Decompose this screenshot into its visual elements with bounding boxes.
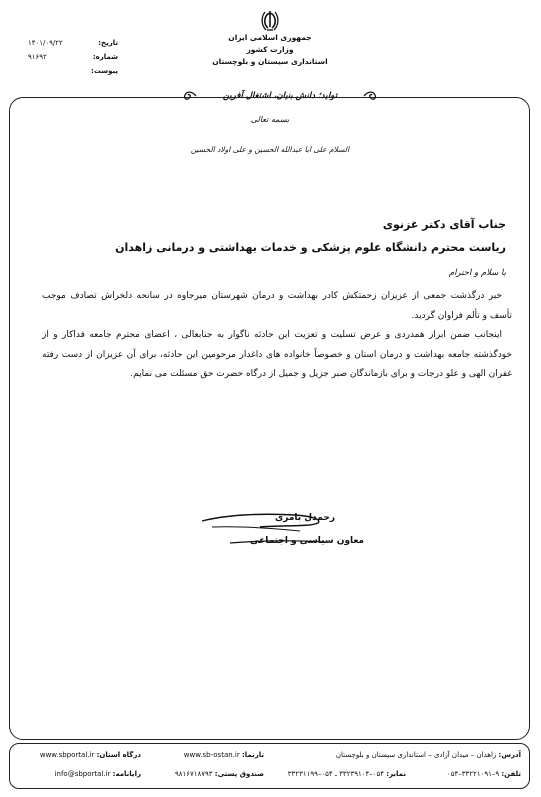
signatory-title: معاون سیاسی و اجتماعی <box>250 536 365 546</box>
footer-phone <box>447 770 521 778</box>
phone-label: تلفن: <box>501 770 521 778</box>
letterhead <box>200 10 340 68</box>
number-value: ۹۱۶۹۲ <box>28 53 47 61</box>
recipient-name: جناب آقای دکتر غزنوی <box>382 218 506 231</box>
iran-emblem-icon <box>260 10 280 32</box>
recipient-title: ریاست محترم دانشگاه علوم پزشکی و خدمات بهداشتی و درمانی زاهدان <box>115 241 506 254</box>
site-value[interactable]: www.sb-ostan.ir <box>183 751 240 759</box>
letter-footer <box>9 743 530 789</box>
salawat-line: السلام علی ابا عبدالله الحسین و علی اولاد الحسین <box>190 145 350 154</box>
fax-value: ۰۵۴–۳۳۲۳۹۱۰۴ ـ ۰۵۴–۳۳۲۳۱۱۹۹ <box>287 770 385 778</box>
header-line-governorate: استانداری سیستان و بلوچستان <box>212 57 328 66</box>
recipient-block <box>115 213 506 259</box>
header-line-country: جمهوری اسلامی ایران <box>228 33 312 42</box>
signature-block <box>200 505 365 555</box>
footer-pobox <box>175 770 264 778</box>
pobox-label: صندوق پستی: <box>214 770 264 778</box>
footer-email <box>55 770 141 778</box>
date-value: ۱۴۰۱/۰۹/۲۲ <box>28 39 63 47</box>
address-label: آدرس: <box>498 751 521 759</box>
footer-site <box>184 751 264 759</box>
email-label: رایانامه: <box>112 770 141 778</box>
signatory-name: رحمدل بامری <box>275 513 336 523</box>
footer-fax <box>288 770 406 778</box>
greeting: با سلام و احترام <box>448 268 506 278</box>
slogan-text: تولید؛ دانش بنیان، اشتغال آفرین <box>222 91 338 101</box>
number-label: شماره: <box>92 53 118 61</box>
date-label: تاریخ: <box>98 39 118 47</box>
fax-label: نمابر: <box>386 770 406 778</box>
attachment-label: پیوست: <box>91 67 118 75</box>
footer-address <box>336 751 521 759</box>
letter-meta <box>28 36 118 78</box>
letter-body-frame <box>9 97 530 740</box>
portal-value[interactable]: www.sbportal.ir <box>39 751 95 759</box>
meta-attachment <box>28 64 118 78</box>
letter-text <box>42 287 512 385</box>
footer-portal <box>40 751 141 759</box>
header-line-ministry: وزارت کشور <box>246 45 294 54</box>
pobox-value: ۹۸۱۶۷۱۸۷۹۳ <box>174 770 213 778</box>
site-label: تارنما: <box>241 751 264 759</box>
paragraph-1: خبر درگذشت جمعی از عزیزان زحمتکش کادر بهداشت و درمان شهرستان میرجاوه در سانحه دلخراش تصادف موجب تأسف و تألم فراوان گردید. <box>42 291 512 321</box>
basmala: بسمه تعالی <box>250 115 290 124</box>
phone-value: ۹–۳۳۲۲۱۰۹۱–۰۵۴ <box>447 770 500 778</box>
portal-label: درگاه استان: <box>96 751 141 759</box>
address-value: زاهدان – میدان آزادی – استانداری سیستان و بلوچستان <box>335 751 497 759</box>
meta-date <box>28 36 118 50</box>
email-value[interactable]: info@sbportal.ir <box>54 770 111 778</box>
paragraph-2: اینجانب ضمن ابراز همدردی و عرض تسلیت و تعزیت این حادثه ناگوار به جنابعالی ، اعضای محترم جامعه فداکار و از خودگذشته جامعه بهداشت و درمان استان و خصوصاً خانواده های داغدار مرحومین این حادثه، برای آن عزیزان از دست رفته غفران الهی و علو درجات و برای بازماندگان صبر جزیل و جمیل از درگاه حضرت حق مسئلت می نمایم. <box>42 330 512 379</box>
meta-number <box>28 50 118 64</box>
